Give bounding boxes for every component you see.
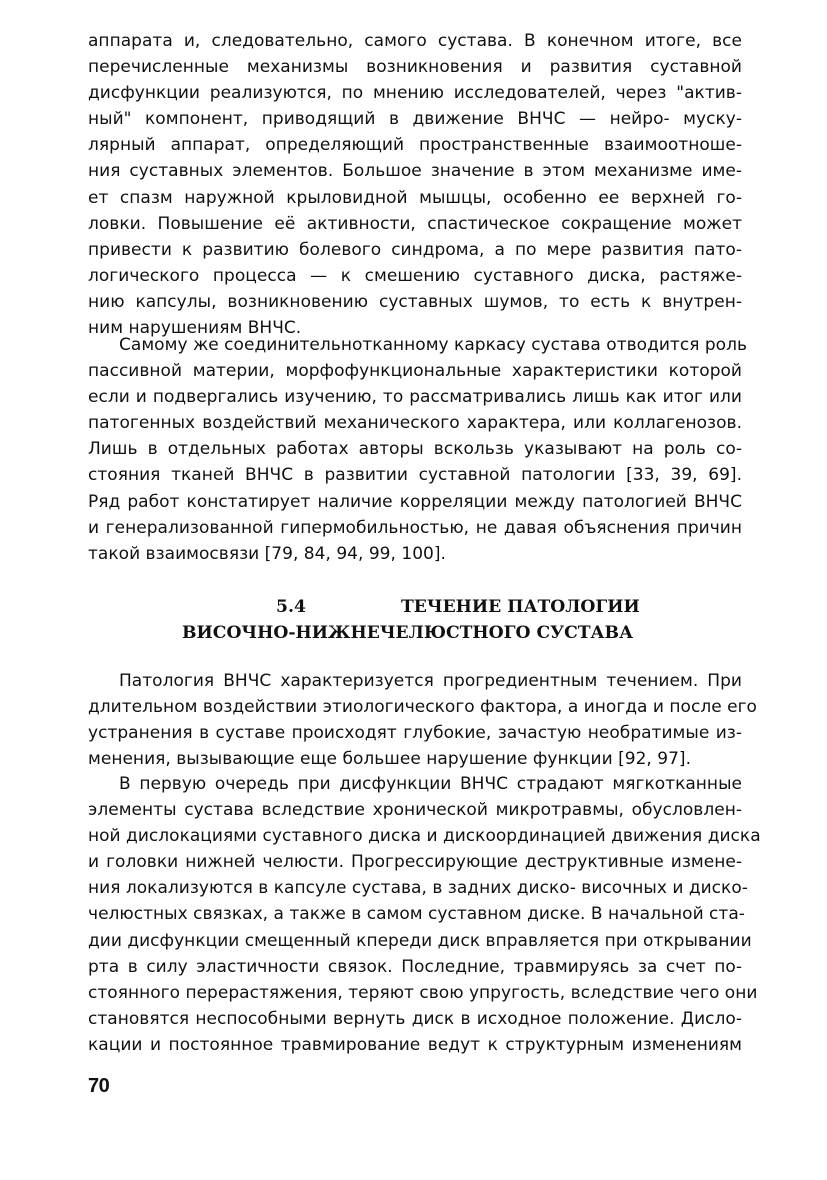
text-line: устранения в суставе происходят глубокие, зачастую необратимые из- xyxy=(88,723,742,744)
text-line: пассивной материи, морфофункциональные характеристики которой xyxy=(88,361,742,382)
text-line: лярный аппарат, определяющий пространственные взаимоотноше- xyxy=(88,135,742,156)
text-line: перечисленные механизмы возникновения и развития суставной xyxy=(88,57,742,78)
text-line: дии дисфункции смещенный кпереди диск вправляется при открывании xyxy=(88,930,752,951)
text-line: привести к развитию болевого синдрома, а по мере развития пато- xyxy=(88,239,742,260)
text-line: В первую очередь при дисфункции ВНЧС страдают мягкотканные xyxy=(119,774,742,794)
paragraph-4 xyxy=(88,771,761,1058)
section-heading xyxy=(88,594,742,648)
text-line: аппарата и, следовательно, самого сустава. В конечном итоге, все xyxy=(88,31,742,51)
text-line: челюстных связках, а также в самом суставном диске. В начальной ста- xyxy=(88,904,745,925)
text-line: патогенных воздействий механического характера, или коллагенозов. xyxy=(88,413,742,434)
section-title-line-1: ТЕЧЕНИЕ ПАТОЛОГИИ xyxy=(401,597,640,617)
text-line: логического процесса — к смешению суставного диска, растяже- xyxy=(88,265,742,286)
text-line: Самому же соединительнотканному каркасу сустава отводится роль xyxy=(119,335,748,355)
text-line: нию капсулы, возникновению суставных шумов, то есть к внутрен- xyxy=(88,291,742,312)
text-line: ния локализуются в капсуле сустава, в задних диско- височных и диско- xyxy=(88,878,748,899)
text-line: Патология ВНЧС характеризуется прогредиентным течением. При xyxy=(119,671,742,691)
text-line: такой взаимосвязи [79, 84, 94, 99, 100]. xyxy=(88,543,446,564)
paragraph-2 xyxy=(88,332,748,567)
text-line: ной дислокациями суставного диска и дискоординацией движения диска xyxy=(88,826,761,847)
text-line: Ряд работ констатирует наличие корреляции между патологией ВНЧС xyxy=(88,491,742,512)
text-line: Лишь в отдельных работах авторы вскользь указывают на роль со- xyxy=(88,439,742,460)
text-line: рта в силу эластичности связок. Последние, травмируясь за счет по- xyxy=(88,956,742,977)
paragraph-3 xyxy=(88,668,757,772)
text-line: ним нарушениям ВНЧС. xyxy=(88,318,302,339)
text-line: стояния тканей ВНЧС в развитии суставной патологии [33, 39, 69]. xyxy=(88,465,742,486)
text-line: ловки. Повышение её активности, спастическое сокращение может xyxy=(88,213,742,234)
text-line: если и подвергались изучению, то рассматривались лишь как итог или xyxy=(88,387,742,408)
text-line: длительном воздействии этиологического фактора, а иногда и после его xyxy=(88,697,757,718)
text-line: элементы сустава вследствие хронической микротравмы, обусловлен- xyxy=(88,800,742,821)
text-line: кации и постоянное травмирование ведут к структурным изменениям xyxy=(88,1034,742,1055)
text-line: стоянного перерастяжения, теряют свою упругость, вследствие чего они xyxy=(88,982,758,1003)
text-line: менения, вызывающие еще большее нарушение функции [92, 97]. xyxy=(88,749,692,770)
page-number: 70 xyxy=(88,1075,110,1097)
text-line: и генерализованной гипермобильностью, не давая объяснения причин xyxy=(88,517,742,538)
paragraph-1 xyxy=(88,28,742,341)
section-title-line-2: ВИСОЧНО-НИЖНЕЧЕЛЮСТНОГО СУСТАВА xyxy=(182,623,634,643)
text-line: становятся неспособными вернуть диск в исходное положение. Дисло- xyxy=(88,1008,742,1029)
text-line: дисфункции реализуются, по мнению исследователей, через "актив- xyxy=(88,83,742,104)
text-line: ния суставных элементов. Большое значение в этом механизме име- xyxy=(88,161,742,182)
section-number: 5.4 xyxy=(276,597,306,617)
text-line: и головки нижней челюсти. Прогрессирующие деструктивные измене- xyxy=(88,852,742,873)
text-line: ет спазм наружной крыловидной мышцы, особенно ее верхней го- xyxy=(88,187,742,208)
text-line: ный" компонент, приводящий в движение ВНЧС — нейро- муску- xyxy=(88,109,742,130)
